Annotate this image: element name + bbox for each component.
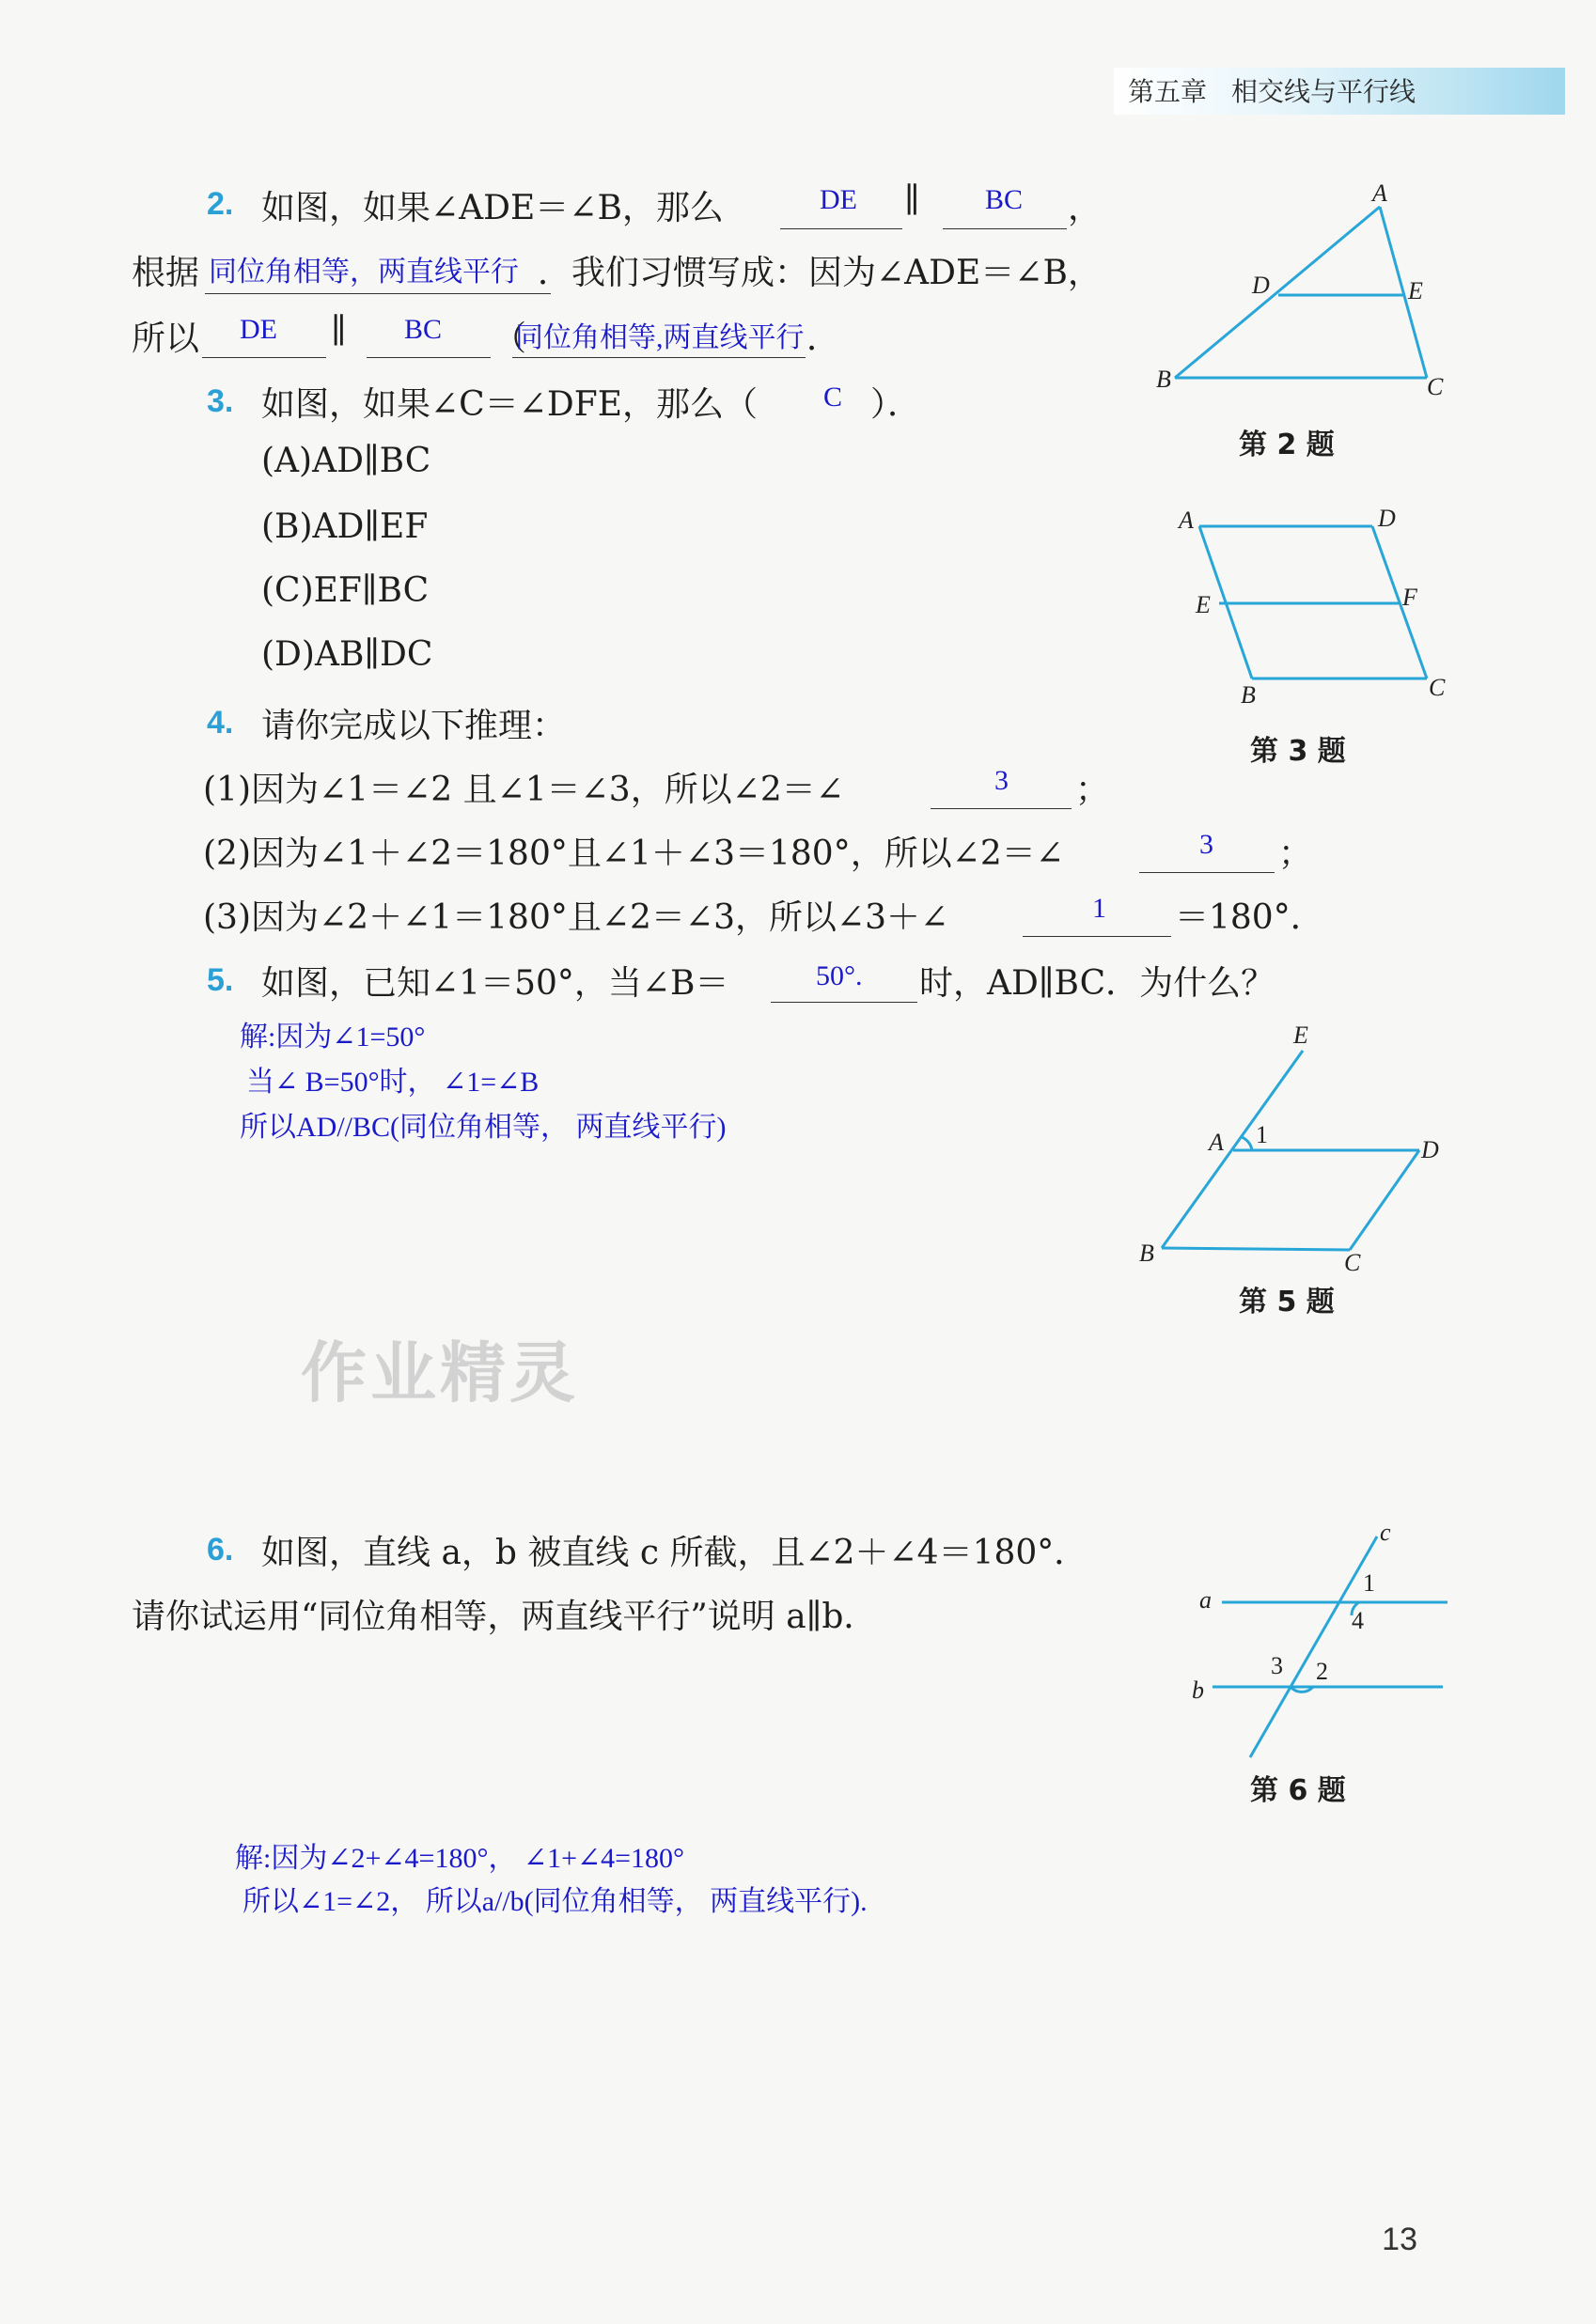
q6-label-3: 3 [1271, 1652, 1283, 1679]
q5-caption: 第 5 题 [1239, 1286, 1335, 1318]
q2-answer-6: 同位角相等,两直线平行 [515, 322, 805, 353]
q2-answer-1: DE [820, 184, 857, 215]
q3-stem: 如图，如果∠C＝∠DFE，那么（ [261, 385, 758, 424]
q4-line-2-end: ； [1278, 834, 1313, 873]
q4-answer-2: 3 [1199, 829, 1213, 860]
q2-answer-5: BC [404, 314, 443, 345]
q2-label-d: D [1252, 272, 1270, 299]
q2-parallel-sign-2: ∥ [331, 312, 347, 351]
q2-answer-4: DE [240, 314, 277, 345]
q2-label-a: A [1372, 179, 1387, 207]
q3-label-a: A [1179, 507, 1194, 534]
q4-number: 4. [207, 705, 234, 741]
q6-stem-line-2: 请你试运用“同位角相等，两直线平行”说明 a∥b． [132, 1598, 878, 1636]
page-number: 13 [1382, 2222, 1417, 2257]
q2-blank-3 [205, 293, 551, 294]
q6-label-2: 2 [1316, 1658, 1328, 1685]
q2-line1-text: 如图，如果∠ADE＝∠B，那么 [261, 189, 724, 227]
q4-line-3-end: ＝180°． [1175, 898, 1324, 937]
q6-label-c: c [1380, 1519, 1391, 1546]
q6-label-a: a [1199, 1586, 1212, 1614]
q3-option-c: (C)EF∥BC [261, 571, 430, 610]
q4-answer-3: 1 [1092, 893, 1106, 924]
q2-period: ． [806, 320, 841, 358]
q3-label-c: C [1429, 674, 1446, 701]
q6-label-b: b [1192, 1677, 1204, 1704]
q3-option-d: (D)AB∥DC [261, 635, 433, 674]
q2-label-c: C [1427, 373, 1444, 400]
q6-caption: 第 6 题 [1250, 1774, 1346, 1807]
q3-label-f: F [1402, 584, 1417, 611]
q2-paren-open: （ [493, 320, 527, 358]
q2-answer-3: 同位角相等，两直线平行 [209, 257, 519, 288]
q6-solution-line-1: 解:因为∠2+∠4=180°， ∠1+∠4=180° [235, 1843, 685, 1874]
q5-label-d: D [1421, 1136, 1439, 1163]
q6-stem-line-1: 如图，直线 a，b 被直线 c 所截，且∠2＋∠4＝180°． [261, 1534, 1088, 1572]
q3-stem-end: ）． [870, 385, 922, 424]
q3-option-a: (A)AD∥BC [261, 442, 431, 480]
chapter-label: 第五章 [1128, 76, 1208, 107]
q2-answer-2: BC [985, 184, 1024, 215]
q6-label-4: 4 [1352, 1607, 1364, 1634]
q2-label-e: E [1408, 277, 1423, 304]
q2-blank-6 [512, 357, 806, 358]
q2-comma: ， [1068, 189, 1103, 227]
running-header [1128, 71, 1416, 109]
q3-caption: 第 3 题 [1250, 735, 1346, 768]
q5-stem-end: 时，AD∥BC．为什么？ [919, 964, 1275, 1003]
q3-label-b: B [1241, 681, 1256, 709]
q4-answer-1: 3 [994, 765, 1009, 796]
q5-figure [1128, 1015, 1466, 1278]
q2-label-b: B [1156, 366, 1171, 393]
q2-line3-label: 所以 [132, 320, 200, 358]
q3-label-e: E [1196, 591, 1211, 618]
q4-line-3: (3)因为∠2＋∠1＝180°且∠2＝∠3，所以∠3＋∠ [203, 898, 949, 937]
q5-blank [771, 1002, 917, 1003]
q4-line-1-end: ； [1075, 771, 1110, 809]
q2-line2-label: 根据 [132, 254, 200, 292]
q2-blank-1 [780, 228, 902, 229]
q5-label-1: 1 [1256, 1121, 1268, 1148]
q5-solution-line-1: 解:因为∠1=50° [240, 1022, 426, 1053]
q3-number: 3. [207, 383, 234, 419]
q6-number: 6. [207, 1532, 234, 1568]
q2-parallel-sign: ∥ [904, 181, 920, 220]
q6-figure [1175, 1518, 1476, 1771]
q4-blank-2 [1139, 872, 1275, 873]
q5-solution-line-2: 当∠ B=50°时， ∠1=∠B [246, 1067, 540, 1098]
q5-label-e: E [1293, 1022, 1308, 1049]
chapter-title: 相交线与平行线 [1231, 76, 1416, 107]
q2-caption: 第 2 题 [1239, 429, 1335, 461]
q4-blank-3 [1023, 936, 1171, 937]
q5-number: 5. [207, 962, 234, 998]
q2-line2-text: ．我们习惯写成：因为∠ADE＝∠B， [538, 254, 1102, 292]
watermark: 作业精灵 [301, 1334, 579, 1412]
q4-blank-1 [931, 808, 1072, 809]
q6-solution-line-2: 所以∠1=∠2， 所以a//b(同位角相等， 两直线平行). [243, 1886, 868, 1917]
q5-solution-line-3: 所以AD//BC(同位角相等， 两直线平行) [240, 1112, 727, 1143]
q5-label-a: A [1209, 1129, 1224, 1156]
q4-stem: 请你完成以下推理： [261, 707, 567, 745]
q5-label-b: B [1139, 1240, 1154, 1267]
q3-answer: C [823, 382, 843, 413]
q3-figure [1166, 498, 1476, 714]
q4-line-2: (2)因为∠1＋∠2＝180°且∠1＋∠3＝180°，所以∠2＝∠ [203, 834, 1064, 873]
q5-label-c: C [1344, 1249, 1361, 1276]
q2-figure [1137, 179, 1457, 404]
q5-answer: 50°. [816, 960, 863, 991]
q3-option-b: (B)AD∥EF [261, 507, 429, 546]
q2-blank-4 [202, 357, 326, 358]
q5-stem: 如图，已知∠1＝50°，当∠B＝ [261, 964, 729, 1003]
q6-label-1: 1 [1363, 1569, 1375, 1597]
q4-line-1: (1)因为∠1＝∠2 且∠1＝∠3，所以∠2＝∠ [203, 771, 844, 809]
q3-label-d: D [1378, 505, 1396, 532]
q2-blank-2 [943, 228, 1067, 229]
q2-blank-5 [367, 357, 491, 358]
q2-number: 2. [207, 186, 234, 222]
